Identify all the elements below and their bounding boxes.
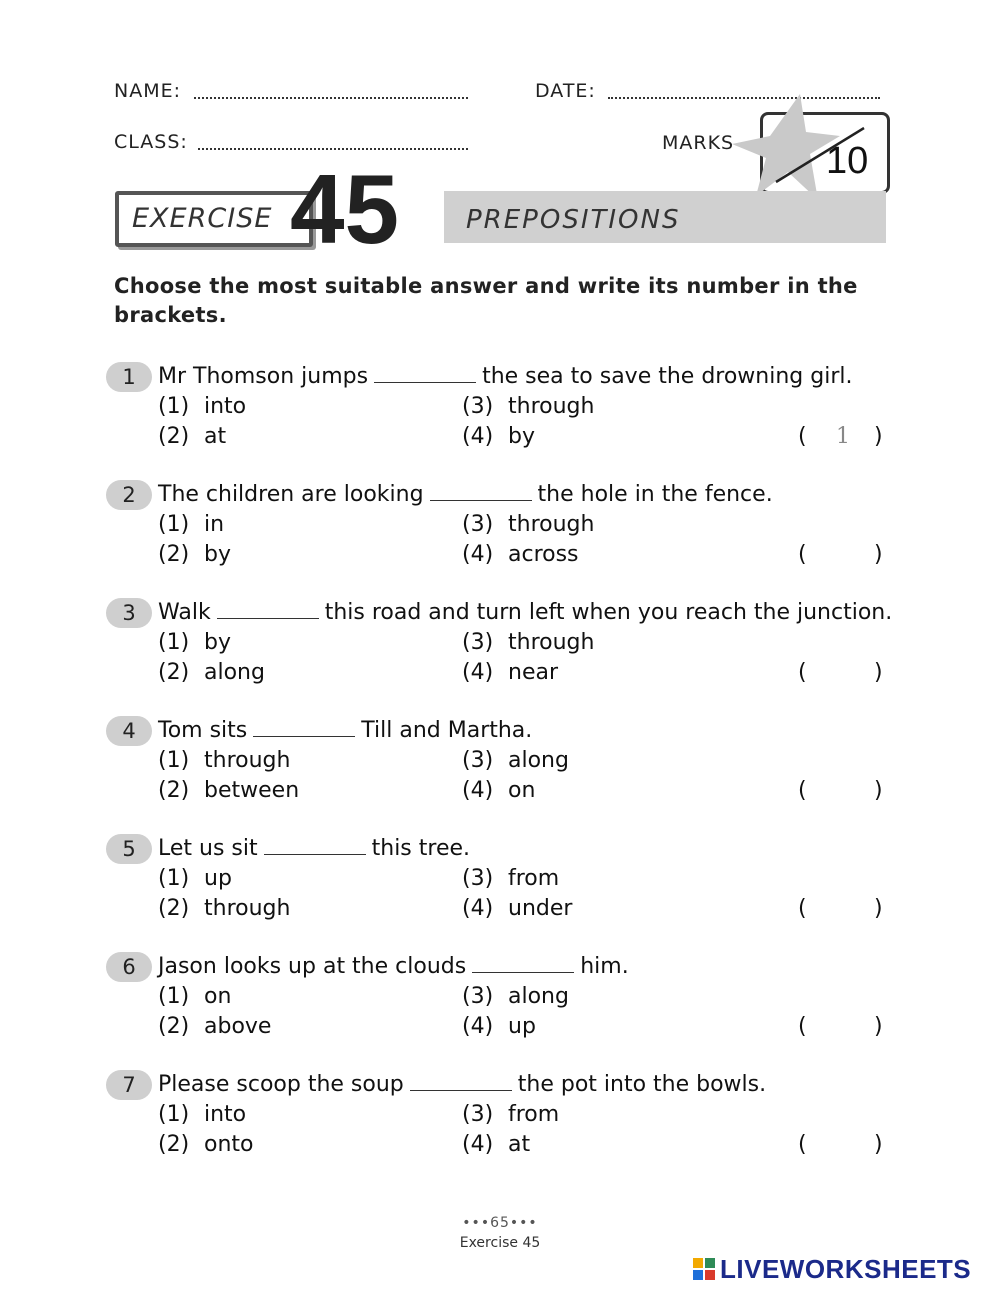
option-number: (2) — [158, 1132, 190, 1157]
page-number-value: 65 — [490, 1215, 510, 1231]
question-text — [158, 952, 629, 982]
option-text: across — [508, 542, 579, 567]
question-text — [158, 834, 470, 864]
question-text — [158, 598, 892, 628]
bracket-close: ) — [874, 424, 883, 449]
option-text: between — [204, 778, 300, 803]
bracket-close: ) — [874, 896, 883, 921]
option-number: (1) — [158, 1102, 190, 1127]
option-text: along — [204, 660, 265, 685]
option-text: through — [508, 394, 595, 419]
bracket-close: ) — [874, 1014, 883, 1039]
answer-input[interactable]: 1 — [836, 424, 850, 449]
question-text-after: this tree. — [371, 836, 471, 861]
option-number: (3) — [462, 1102, 494, 1127]
option-number: (3) — [462, 630, 494, 655]
question-item — [0, 834, 1000, 944]
bracket-open: ( — [798, 778, 807, 803]
option-1[interactable] — [158, 392, 246, 422]
option-3[interactable] — [462, 628, 594, 658]
option-text: by — [204, 542, 231, 567]
option-text: onto — [204, 1132, 254, 1157]
option-text: on — [508, 778, 536, 803]
option-text: along — [508, 984, 569, 1009]
option-number: (3) — [462, 512, 494, 537]
question-text-before: The children are looking — [158, 482, 424, 507]
marks-total: 10 — [826, 140, 869, 182]
option-number: (2) — [158, 1014, 190, 1039]
bracket-open: ( — [798, 896, 807, 921]
question-item — [0, 1070, 1000, 1180]
question-text-after: Till and Martha. — [361, 718, 533, 743]
instructions: Choose the most suitable answer and write its number in the brackets. — [114, 274, 858, 327]
bracket-open: ( — [798, 660, 807, 685]
exercise-word: EXERCISE — [132, 203, 273, 234]
option-number: (2) — [158, 896, 190, 921]
bracket-close: ) — [874, 778, 883, 803]
option-number: (4) — [462, 778, 494, 803]
option-text: from — [508, 866, 560, 891]
option-1[interactable] — [158, 628, 231, 658]
option-text: on — [204, 984, 232, 1009]
option-text: into — [204, 1102, 247, 1127]
option-number: (1) — [158, 866, 190, 891]
option-3[interactable] — [462, 392, 594, 422]
page-number: •••65••• — [462, 1215, 538, 1231]
name-line[interactable] — [194, 97, 468, 99]
question-text-after: the hole in the fence. — [537, 482, 773, 507]
option-number: (3) — [462, 984, 494, 1009]
option-number: (3) — [462, 394, 494, 419]
option-text: near — [508, 660, 559, 685]
bracket-open: ( — [798, 1132, 807, 1157]
option-number: (4) — [462, 1132, 494, 1157]
option-number: (1) — [158, 630, 190, 655]
option-text: at — [204, 424, 227, 449]
option-number: (4) — [462, 542, 494, 567]
option-number: (1) — [158, 984, 190, 1009]
brand-name: LIVEWORKSHEETS — [720, 1254, 972, 1284]
name-label: NAME: — [114, 80, 182, 102]
marks-label: MARKS — [662, 132, 735, 154]
option-4[interactable] — [462, 894, 572, 924]
class-label: CLASS: — [114, 131, 188, 153]
option-3[interactable] — [462, 510, 594, 540]
answer-blank — [217, 600, 319, 619]
answer-blank — [430, 482, 532, 501]
option-4[interactable] — [462, 1012, 536, 1042]
bracket-close: ) — [874, 1132, 883, 1157]
option-text: in — [204, 512, 225, 537]
option-text: through — [204, 896, 291, 921]
question-text-before: Please scoop the soup — [158, 1072, 404, 1097]
question-text-after: this road and turn left when you reach the junction. — [324, 600, 893, 625]
question-text-before: Mr Thomson jumps — [158, 364, 369, 389]
option-2[interactable] — [158, 658, 265, 688]
option-text: above — [204, 1014, 272, 1039]
option-3[interactable] — [462, 982, 569, 1012]
option-3[interactable] — [462, 1100, 559, 1130]
question-item — [0, 480, 1000, 590]
option-text: up — [204, 866, 232, 891]
question-text-after: the pot into the bowls. — [517, 1072, 767, 1097]
option-4[interactable] — [462, 658, 558, 688]
option-text: by — [204, 630, 231, 655]
answer-blank — [264, 836, 366, 855]
option-text: through — [204, 748, 291, 773]
answer-blank — [253, 718, 355, 737]
question-text-before: Tom sits — [158, 718, 248, 743]
option-2[interactable] — [158, 1012, 271, 1042]
question-item — [0, 716, 1000, 826]
option-text: by — [508, 424, 535, 449]
option-2[interactable] — [158, 894, 290, 924]
exercise-number: 45 — [290, 154, 400, 264]
option-1[interactable] — [158, 1100, 246, 1130]
answer-blank — [410, 1072, 512, 1091]
option-1[interactable] — [158, 982, 231, 1012]
bracket-open: ( — [798, 424, 807, 449]
option-number: (2) — [158, 542, 190, 567]
option-2[interactable] — [158, 1130, 254, 1160]
option-number: (4) — [462, 424, 494, 449]
option-text: along — [508, 748, 569, 773]
option-2[interactable] — [158, 540, 231, 570]
brand-logo — [692, 1254, 971, 1285]
option-number: (4) — [462, 660, 494, 685]
question-number: 5 — [106, 834, 152, 864]
question-number: 2 — [106, 480, 152, 510]
question-text — [158, 480, 773, 510]
bracket-open: ( — [798, 542, 807, 567]
class-line[interactable] — [198, 148, 468, 150]
question-item — [0, 362, 1000, 472]
question-text-after: the sea to save the drowning girl. — [482, 364, 853, 389]
liveworksheets-icon — [692, 1257, 716, 1281]
option-4[interactable] — [462, 422, 535, 452]
option-number: (4) — [462, 1014, 494, 1039]
option-1[interactable] — [158, 864, 232, 894]
option-number: (1) — [158, 748, 190, 773]
question-number: 7 — [106, 1070, 152, 1100]
option-number: (2) — [158, 424, 190, 449]
bracket-close: ) — [874, 660, 883, 685]
option-text: up — [508, 1014, 536, 1039]
question-text-before: Jason looks up at the clouds — [158, 954, 467, 979]
option-2[interactable] — [158, 776, 299, 806]
exercise-ref: Exercise 45 — [459, 1235, 541, 1251]
option-text: under — [508, 896, 573, 921]
option-text: into — [204, 394, 247, 419]
option-3[interactable] — [462, 746, 569, 776]
question-item — [0, 952, 1000, 1062]
option-4[interactable] — [462, 1130, 530, 1160]
option-1[interactable] — [158, 746, 290, 776]
option-4[interactable] — [462, 540, 579, 570]
bracket-open: ( — [798, 1014, 807, 1039]
option-number: (3) — [462, 866, 494, 891]
question-text-before: Let us sit — [158, 836, 258, 861]
topic-title: PREPOSITIONS — [466, 205, 681, 235]
answer-blank — [374, 364, 476, 383]
option-1[interactable] — [158, 510, 224, 540]
question-number: 6 — [106, 952, 152, 982]
option-number: (1) — [158, 394, 190, 419]
bracket-close: ) — [874, 542, 883, 567]
option-number: (4) — [462, 896, 494, 921]
date-label: DATE: — [535, 80, 596, 102]
option-text: through — [508, 630, 595, 655]
question-number: 3 — [106, 598, 152, 628]
question-number: 1 — [106, 362, 152, 392]
option-4[interactable] — [462, 776, 535, 806]
option-text: through — [508, 512, 595, 537]
question-text — [158, 1070, 766, 1100]
option-text: from — [508, 1102, 560, 1127]
option-number: (3) — [462, 748, 494, 773]
option-number: (2) — [158, 660, 190, 685]
question-item — [0, 598, 1000, 708]
option-text: at — [508, 1132, 531, 1157]
question-text — [158, 716, 532, 746]
question-text-after: him. — [580, 954, 629, 979]
option-3[interactable] — [462, 864, 559, 894]
answer-blank — [472, 954, 574, 973]
question-text-before: Walk — [158, 600, 211, 625]
option-number: (1) — [158, 512, 190, 537]
option-2[interactable] — [158, 422, 226, 452]
question-number: 4 — [106, 716, 152, 746]
question-text — [158, 362, 852, 392]
option-number: (2) — [158, 778, 190, 803]
